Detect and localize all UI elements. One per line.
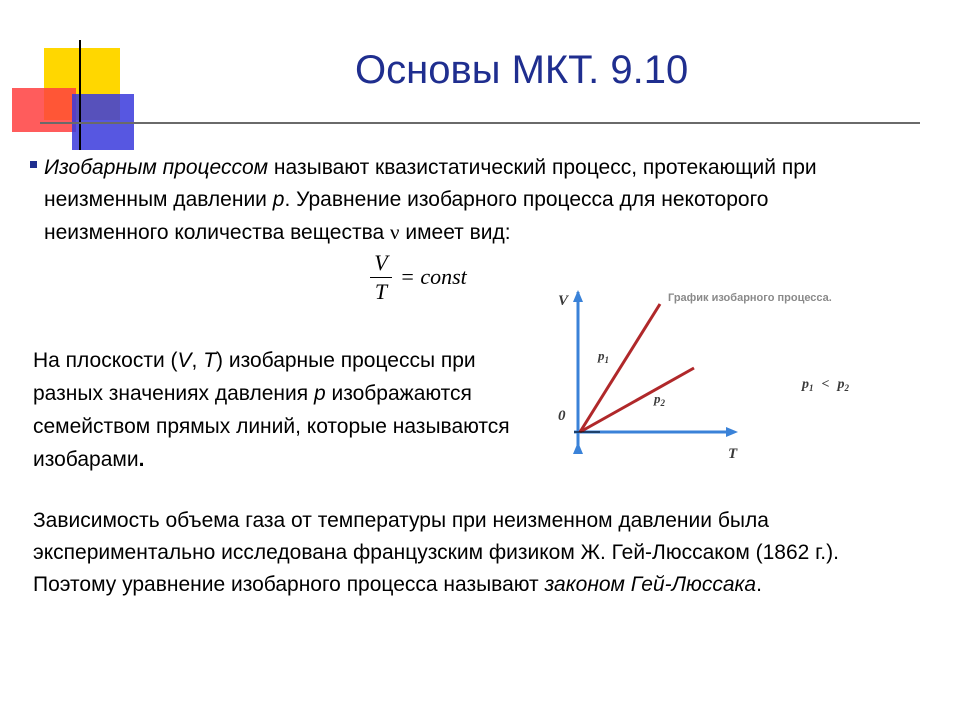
fraction-bar (370, 277, 392, 278)
p2-t-symbol: T (203, 349, 217, 372)
title-underline (40, 122, 920, 124)
isobar-graph (540, 282, 920, 467)
line1-subscript: 1 (604, 355, 609, 365)
slide-title: Основы МКТ. 9.10 (355, 48, 689, 92)
decor-red-square (12, 88, 76, 132)
graph-title: График изобарного процесса. (668, 292, 832, 304)
p2-text-b: ) изобарные процессы при разных значениях давления (33, 349, 476, 405)
p1-text-b: . Уравнение изобарного процесса для некоторого неизменного количества вещества (44, 188, 769, 244)
p3-gay-lussac-law: законом Гей-Люссака (544, 573, 757, 596)
term-isobaric-process: Изобарным процессом (44, 156, 269, 179)
p2-comma: , (191, 349, 204, 372)
relation-right-p: p (837, 377, 845, 392)
p1-pressure-symbol: p (272, 188, 285, 211)
p2-v-symbol: V (177, 349, 192, 372)
p3-text-a: Зависимость объема газа от температуры при неизменном давлении была экспериментально исследована французским физиком Ж. Гей-Люссаком (1862 г.). Поэтому уравнение изобарного процесса называют (33, 509, 839, 596)
line2-subscript: 2 (660, 398, 665, 408)
bullet-paragraph (22, 152, 892, 249)
t-axis-arrow-icon (726, 427, 738, 437)
formula-equals-const: = const (400, 264, 467, 289)
p1-nu-symbol: ν (390, 220, 400, 244)
line1-letter: p (598, 348, 605, 363)
line2-label (653, 391, 666, 408)
paragraph-2 (33, 344, 523, 476)
relation-left-p: p (802, 377, 809, 392)
formula-denominator: T (374, 279, 388, 304)
axis-v-label: V (558, 293, 569, 309)
paragraph-1-text (22, 152, 892, 249)
pressure-relation (801, 377, 849, 393)
decor-vertical-line (79, 40, 81, 150)
formula-fraction (370, 250, 392, 305)
p2-bold-dot: . (138, 448, 145, 471)
formula-numerator: V (374, 250, 388, 275)
p3-text-b: . (756, 573, 762, 596)
bullet-square-icon (30, 161, 37, 168)
p2-p-symbol: p (313, 382, 326, 405)
v-axis-arrow-icon (573, 290, 583, 302)
lower-arrow-icon (573, 442, 583, 454)
relation-left-sub: 1 (809, 383, 814, 393)
p2-text-c: изображаются семейством прямых линий, которые называются изобарами (33, 382, 510, 471)
isobar-p2-line (580, 368, 694, 432)
paragraph-3 (33, 505, 913, 601)
axis-t-label: T (728, 446, 738, 462)
line2-letter: p (654, 391, 661, 406)
p2-text-a: На плоскости ( (33, 349, 178, 372)
isobar-p1-line (580, 304, 660, 432)
relation-right-sub: 2 (844, 383, 849, 393)
origin-label: 0 (558, 408, 566, 424)
relation-operator: < (821, 377, 830, 392)
p1-text-c: имеет вид: (399, 221, 511, 244)
p1-text-a: называют квазистатический процесс, протекающий при неизменным давлении (44, 156, 817, 211)
line1-label (597, 348, 609, 365)
